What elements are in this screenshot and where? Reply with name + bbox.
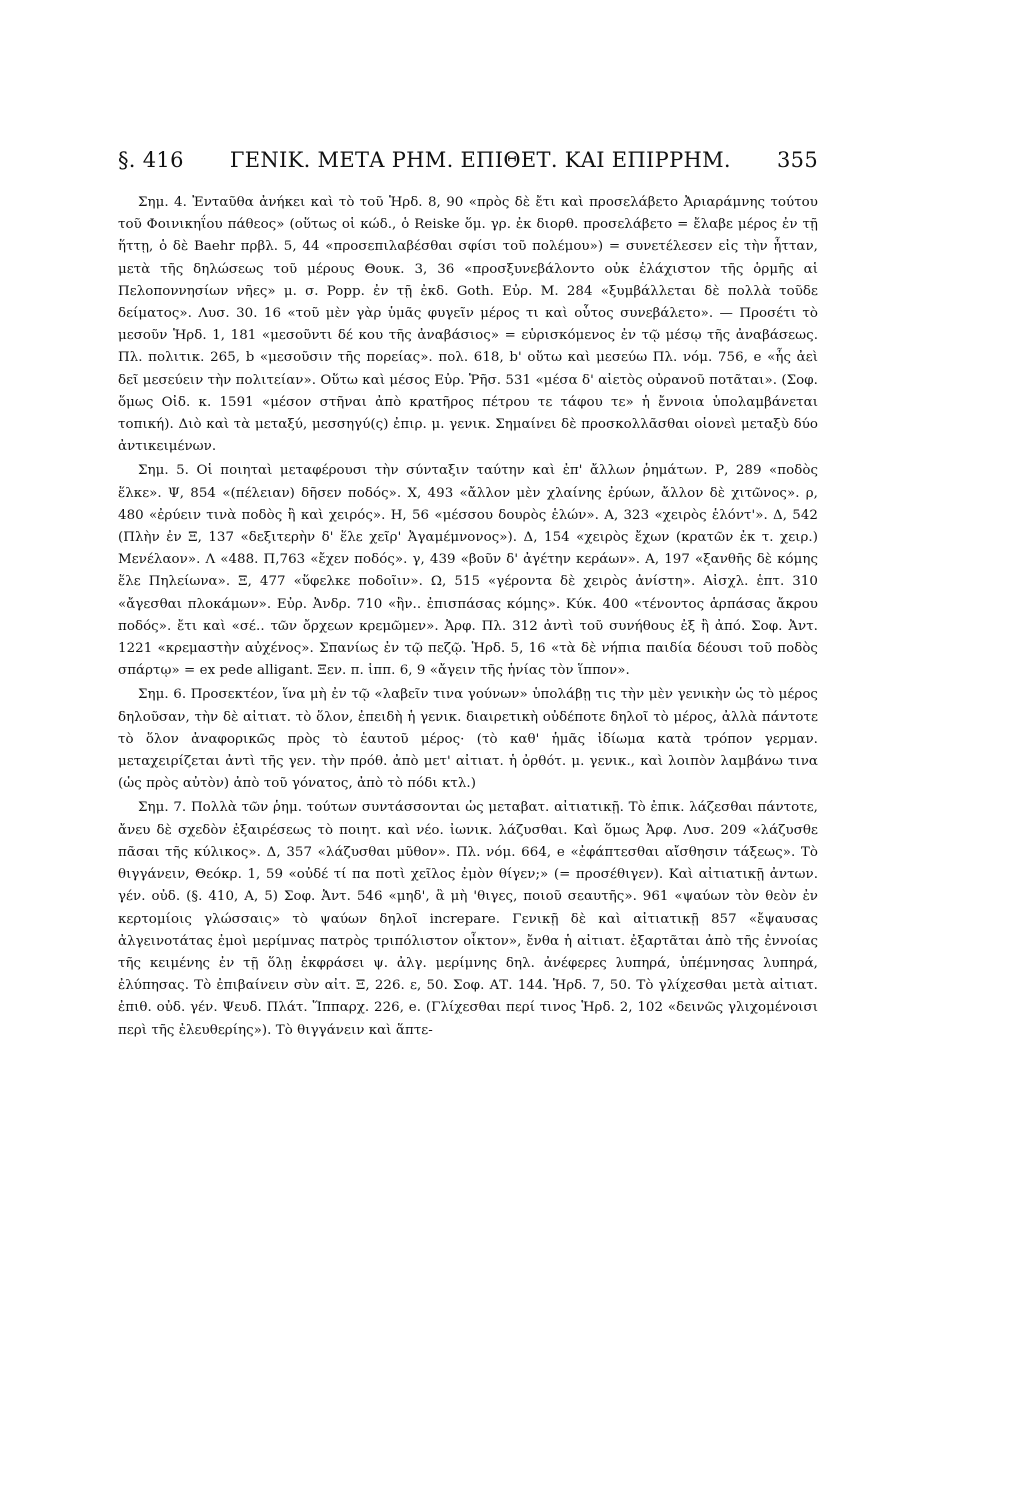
note-4-paragraph: Σημ. 4. Ἐνταῦθα ἀνήκει καὶ τὸ τοῦ Ἡρδ. 8, 90 «πρὸς δὲ ἔτι καὶ προσελάβετο Ἀριαράμνης τούτου τοῦ Φοινικηΐου πάθεος» (οὕτως οἱ κώδ., ὁ Reiske ὅμ. γρ. ἐκ διορθ. προσελάβετο = ἔλαβε μέρος ἐν τῇ ἥττῃ, ὁ δὲ Baehr πρβλ. 5, 44 «προσεπιλαβέσθαι σφίσι τοῦ πολέμου») = συνετέλεσεν εἰς τὴν ἧτταν, μετὰ τῆς δηλώσεως τοῦ μέρους Θουκ. 3, 36 «προσξυνεβάλοντο οὐκ ἐλάχιστον τῆς ὁρμῆς αἱ Πελοποννησίων νῆες» μ. σ. Popp. ἐν τῇ ἐκδ. Goth. Εὐρ. Μ. 284 «ξυμβάλλεται δὲ πολλὰ τοῦδε δείματος». Λυσ. 30. 16 «τοῦ μὲν γὰρ ὑμᾶς φυγεῖν μέρος τι καὶ οὗτος συνεβάλετο». — Προσέτι τὸ μεσοῦν Ἡρδ. 1, 181 «μεσοῦντι δέ κου τῆς ἀναβάσιος» = εὑρισκόμενος ἐν τῷ μέσῳ τῆς ἀναβάσεως. Πλ. πολιτικ. 265, b «μεσοῦσιν τῆς πορείας». πολ. 618, b' οὕτω καὶ μεσεύω Πλ. νόμ. 756, e «ἧς ἀεὶ δεῖ μεσεύειν τὴν πολιτείαν». Οὕτω καὶ μέσος Εὐρ. Ῥῆσ. 531 «μέσα δ' αἰετὸς οὐρανοῦ ποτᾶται». (Σοφ. ὅμως Οἰδ. κ. 1591 «μέσον στῆναι ἀπὸ κρατῆρος πέτρου τε τάφου τε» ἡ ἔννοια ὑπολαμβάνεται τοπική). Διὸ καὶ τὰ μεταξύ, μεσσηγύ(ς) ἐπιρ. μ. γενικ. Σημαίνει δὲ προσκολλᾶσθαι οἱονεὶ μεταξὺ δύο ἀντικειμένων. (118, 195, 818, 455)
note-6-paragraph: Σημ. 6. Προσεκτέον, ἵνα μὴ ἐν τῷ «λαβεῖν τινα γούνων» ὑπολάβῃ τις τὴν μὲν γενικὴν ὡς τὸ μέρος δηλοῦσαν, τὴν δὲ αἰτιατ. τὸ ὅλον, ἐπειδὴ ἡ γενικ. διαιρετικὴ οὐδέποτε δηλοῖ τὸ μέρος, ἀλλὰ πάντοτε τὸ ὅλον ἀναφορικῶς πρὸς τὸ ἑαυτοῦ μέρος· (τὸ καθ' ἡμᾶς ἰδίωμα κατὰ τρόπον γερμαν. μεταχειρίζεται ἀντὶ τῆς γεν. τὴν πρόθ. ἀπὸ μετ' αἰτιατ. ἡ ὀρθότ. μ. γενικ., καὶ λοιπὸν λαμβάνω τινα (ὡς πρὸς αὐτὸν) ἀπὸ τοῦ γόνατος, ἀπὸ τὸ πόδι κτλ.) (118, 687, 818, 792)
book-page (118, 148, 818, 1044)
note-7-paragraph: Σημ. 7. Πολλὰ τῶν ῥημ. τούτων συντάσσονται ὡς μεταβατ. αἰτιατικῇ. Τὸ ἐπικ. λάζεσθαι πάντοτε, ἄνευ δὲ σχεδὸν ἐξαιρέσεως τὸ ποιητ. καὶ νέο. ἰωνικ. λάζυσθαι. Καὶ ὅμως Ἀρφ. Λυσ. 209 «λάζυσθε πᾶσαι τῆς κύλικος». Δ, 357 «λάζυσθαι μῦθον». Πλ. νόμ. 664, e «ἐφάπτεσθαι αἴσθησιν τάξεως». Τὸ θιγγάνειν, Θεόκρ. 1, 59 «οὐδέ τί πα ποτὶ χεῖλος ἐμὸν θίγεν;» (= προσέθιγεν). Καὶ αἰτιατικῇ ἀντων. γέν. οὐδ. (§. 410, Α, 5) Σοφ. Ἀντ. 546 «μηδ', ἃ μὴ 'θιγες, ποιοῦ σεαυτῆς». 961 «ψαύων τὸν θεὸν ἐν κερτομίοις γλώσσαις» τὸ ψαύων δηλοῖ increpare. Γενικῇ δὲ καὶ αἰτιατικῇ 857 «ἔψαυσας ἀλγεινοτάτας ἐμοὶ μερίμνας πατρὸς τριπόλιστον οἶκτον», ἔνθα ἡ αἰτιατ. ἐξαρτᾶται ἀπὸ τῆς ἐννοίας τῆς κειμένης ἐν τῇ ὅλῃ ἐκφράσει ψ. ἀλγ. μερίμνης δηλ. ἀνέφερες λυπηρά, ὑπέμνησας λυπηρά, ἐλύπησας. Τὸ ἐπιβαίνειν σὺν αἰτ. Ξ, 226. ε, 50. Σοφ. ΑΤ. 144. Ἡρδ. 7, 50. Τὸ γλίχεσθαι μετὰ αἰτιατ. ἐπιθ. οὐδ. γέν. Ψευδ. Πλάτ. Ἵππαρχ. 226, e. (Γλίχεσθαι περί τινος Ἡρδ. 2, 102 «δεινῶς γλιχομένοισι περὶ τῆς ἐλευθερίης»). Τὸ θιγγάνειν καὶ ἅπτε- (118, 800, 818, 1038)
running-title: ΓΕΝΙΚ. ΜΕΤΑ ΡΗΜ. ΕΠΙΘΕΤ. ΚΑΙ ΕΠΙΡΡΗΜ. (229, 148, 731, 172)
section-number: §. 416 (118, 148, 184, 172)
running-header (118, 148, 818, 172)
page-number: 355 (777, 148, 818, 172)
note-5-paragraph: Σημ. 5. Οἱ ποιηταὶ μεταφέρουσι τὴν σύνταξιν ταύτην καὶ ἐπ' ἄλλων ῥημάτων. Ρ, 289 «ποδὸς ἕλκε». Ψ, 854 «(πέλειαν) δῆσεν ποδός». Χ, 493 «ἄλλον μὲν χλαίνης ἐρύων, ἄλλον δὲ χιτῶνος». ρ, 480 «ἐρύειν τινὰ ποδὸς ἢ καὶ χειρός». Η, 56 «μέσσου δουρὸς ἑλών». Α, 323 «χειρὸς ἑλόντ'». Δ, 542 (Πλὴν ἐν Ξ, 137 «δεξιτερὴν δ' ἕλε χεῖρ' Ἀγαμέμνονος»). Δ, 154 «χειρὸς ἔχων (κρατῶν ἐκ τ. χειρ.) Μενέλαον». Λ «488. Π,763 «ἔχεν ποδός». γ, 439 «βοῦν δ' ἀγέτην κεράων». Α, 197 «ξανθῆς δὲ κόμης ἕλε Πηλείωνα». Ξ, 477 «ὕφελκε ποδοῖιν». Ω, 515 «γέροντα δὲ χειρὸς ἀνίστη». Αἰσχλ. ἑπτ. 310 «ἄγεσθαι πλοκάμων». Εὐρ. Ἀνδρ. 710 «ἣν.. ἐπισπάσας κόμης». Κύκ. 400 «τένοντος ἁρπάσας ἄκρου ποδός». ἔτι καὶ «σέ.. τῶν ὄρχεων κρεμῶμεν». Ἀρφ. Πλ. 312 ἀντὶ τοῦ συνήθους ἐξ ἢ ἀπό. Σοφ. Ἀντ. 1221 «κρεμαστὴν αὐχένος». Σπανίως ἐν τῷ πεζῷ. Ἡρδ. 5, 16 «τὰ δὲ νήπια παιδία δέουσι τοῦ ποδὸς σπάρτῳ» = ex pede alligant. Ξεν. π. ἱππ. 6, 9 «ἄγειν τῆς ἡνίας τὸν ἵππον». (118, 463, 818, 679)
